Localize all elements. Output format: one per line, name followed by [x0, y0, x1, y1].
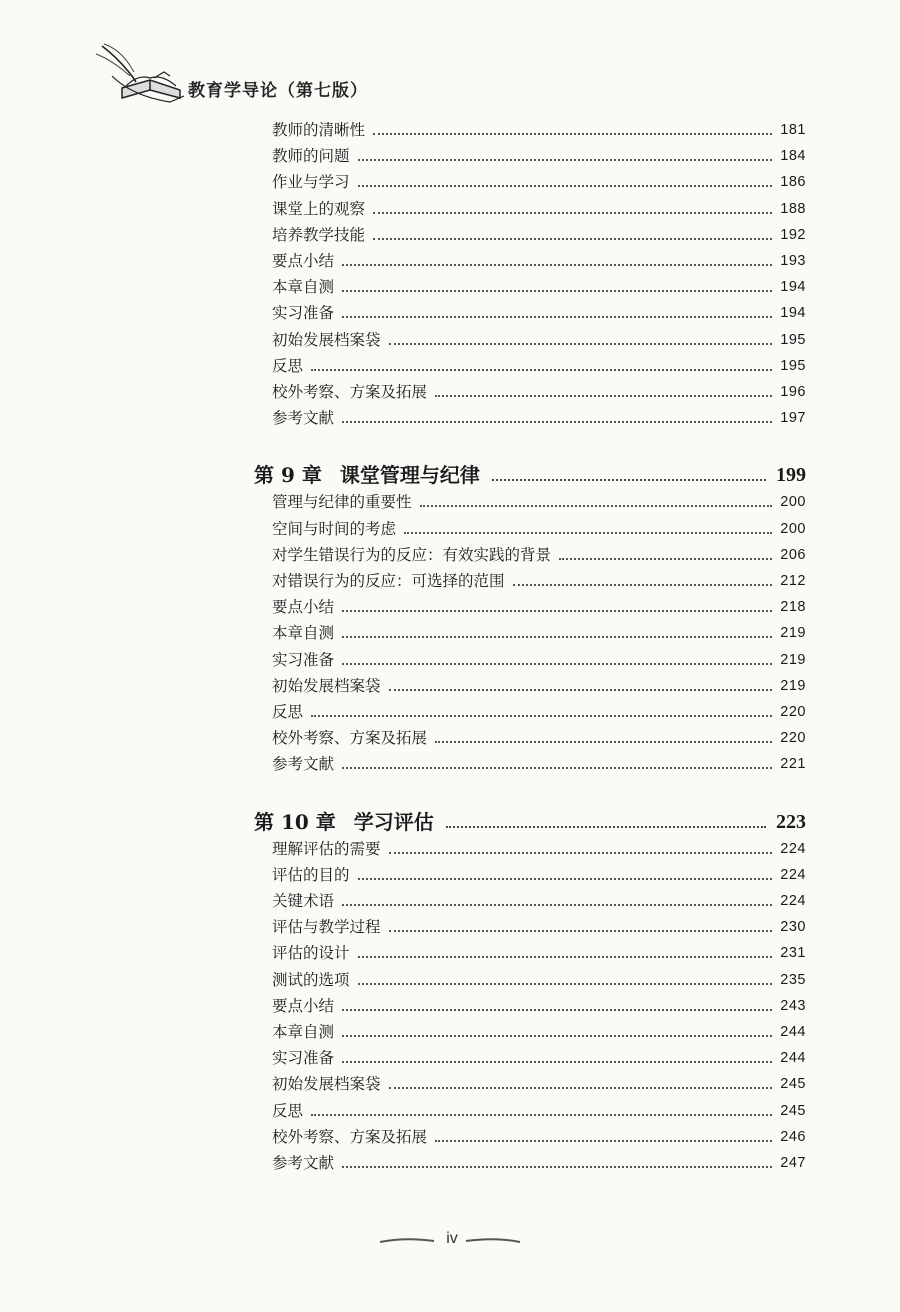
entry-page: 212 — [780, 573, 806, 589]
toc-entry[interactable] — [272, 352, 806, 376]
chapter-title: 学习评估 — [353, 809, 434, 834]
leader-dots — [492, 479, 766, 481]
leader-dots — [342, 1166, 772, 1168]
entry-title: 本章自测 — [272, 1023, 335, 1041]
entry-title: 反思 — [272, 356, 304, 375]
entry-title: 校外考察、方案及拓展 — [272, 1127, 428, 1146]
entry-title: 理解评估的需要 — [272, 839, 381, 858]
toc-entry[interactable] — [272, 966, 806, 990]
toc-entry[interactable] — [272, 116, 806, 140]
entry-page: 244 — [780, 1050, 806, 1067]
entry-page: 231 — [780, 945, 806, 962]
entry-title: 培养教学技能 — [272, 225, 366, 244]
leader-dots — [342, 636, 772, 638]
entry-title: 参考文献 — [272, 755, 335, 774]
leader-dots — [342, 663, 772, 665]
entry-title: 实习准备 — [272, 650, 335, 669]
chapter-heading[interactable] — [254, 458, 806, 488]
leader-dots — [420, 505, 773, 507]
entry-title: 本章自测 — [272, 624, 335, 643]
entry-title: 教师的清晰性 — [272, 121, 366, 139]
leader-dots — [342, 421, 772, 423]
leader-dots — [435, 395, 772, 397]
entry-title: 作业与学习 — [272, 173, 350, 192]
entry-page: 206 — [780, 546, 806, 563]
toc-entry[interactable] — [272, 698, 806, 722]
leader-dots — [373, 133, 772, 135]
entry-title: 关键术语 — [272, 892, 335, 910]
entry-title: 参考文献 — [272, 1154, 335, 1172]
chapter-title: 课堂管理与纪律 — [339, 463, 480, 488]
entry-page: 246 — [780, 1128, 806, 1145]
toc-entry[interactable] — [272, 1123, 806, 1147]
toc-entry[interactable] — [272, 724, 806, 748]
toc-entry[interactable] — [272, 887, 806, 911]
entry-title: 反思 — [272, 703, 304, 721]
leader-dots — [358, 159, 773, 161]
toc-entry[interactable] — [272, 750, 806, 774]
leader-dots — [373, 212, 772, 214]
entry-title: 空间与时间的考虑 — [272, 519, 397, 538]
entry-title: 校外考察、方案及拓展 — [272, 729, 428, 748]
toc-entry[interactable] — [272, 273, 806, 297]
entry-page: 195 — [780, 331, 806, 348]
entry-page: 196 — [780, 384, 806, 400]
toc-entry[interactable] — [272, 326, 806, 350]
entry-title: 要点小结 — [272, 996, 335, 1015]
entry-title: 测试的选项 — [272, 970, 350, 989]
leader-dots — [342, 767, 772, 769]
toc-entry[interactable] — [272, 646, 806, 670]
entry-page: 247 — [780, 1155, 806, 1171]
toc-entry[interactable] — [272, 835, 806, 859]
entry-title: 初始发展档案袋 — [272, 330, 381, 349]
entry-page: 244 — [780, 1024, 806, 1040]
leader-dots — [358, 983, 773, 985]
toc-entry[interactable] — [272, 861, 806, 885]
book-pen-icon — [92, 36, 192, 106]
entry-page: 186 — [780, 174, 806, 191]
leader-dots — [342, 316, 772, 318]
leader-dots — [342, 1061, 772, 1063]
toc-entry[interactable] — [272, 541, 806, 565]
entry-title: 课堂上的观察 — [272, 199, 366, 218]
entry-page: 195 — [780, 357, 806, 374]
chapter-page: 223 — [776, 810, 806, 833]
leader-dots — [358, 878, 773, 880]
toc-entry[interactable] — [272, 672, 806, 696]
leader-dots — [342, 290, 772, 292]
entry-title: 实习准备 — [272, 1049, 335, 1068]
toc-entry[interactable] — [272, 913, 806, 937]
toc-entry[interactable] — [272, 168, 806, 192]
toc-entry[interactable] — [272, 378, 806, 402]
entry-page: 218 — [780, 599, 806, 616]
entry-title: 初始发展档案袋 — [272, 1075, 381, 1094]
entry-title: 要点小结 — [272, 252, 335, 270]
entry-page: 224 — [780, 866, 806, 883]
leader-dots — [311, 369, 772, 371]
leader-dots — [342, 1035, 772, 1037]
entry-title: 反思 — [272, 1101, 304, 1120]
entry-title: 本章自测 — [272, 278, 335, 297]
chapter-number: 第 9 章 — [254, 463, 322, 488]
toc-entry[interactable] — [272, 299, 806, 323]
entry-page: 245 — [780, 1102, 806, 1119]
entry-title: 评估与教学过程 — [272, 918, 381, 937]
leader-dots — [358, 956, 773, 958]
entry-page: 200 — [780, 520, 806, 537]
chapter-number: 第 10 章 — [254, 809, 336, 834]
leader-dots — [342, 264, 772, 266]
entry-title: 教师的问题 — [272, 147, 350, 166]
entry-page: 181 — [780, 122, 806, 138]
leader-dots — [342, 904, 772, 906]
entry-title: 评估的设计 — [272, 944, 350, 963]
entry-page: 230 — [780, 919, 806, 936]
leader-dots — [446, 826, 766, 828]
leader-dots — [404, 532, 772, 534]
entry-page: 243 — [780, 997, 806, 1014]
entry-page: 245 — [780, 1076, 806, 1093]
toc-entry[interactable] — [272, 939, 806, 963]
entry-page: 200 — [780, 494, 806, 511]
entry-page: 188 — [780, 200, 806, 217]
entry-page: 235 — [780, 971, 806, 988]
entry-page: 194 — [780, 305, 806, 322]
toc-entry[interactable] — [272, 195, 806, 219]
leader-dots — [389, 689, 773, 691]
entry-page: 194 — [780, 279, 806, 296]
entry-title: 要点小结 — [272, 598, 335, 617]
entry-page: 220 — [780, 704, 806, 720]
entry-page: 221 — [780, 756, 806, 773]
entry-page: 224 — [780, 840, 806, 857]
chapter-page: 199 — [776, 464, 806, 487]
toc-entry[interactable] — [272, 1149, 806, 1173]
entry-page: 224 — [780, 893, 806, 909]
entry-title: 对错误行为的反应：可选择的范围 — [272, 572, 505, 590]
entry-title: 管理与纪律的重要性 — [272, 493, 412, 512]
entry-title: 评估的目的 — [272, 865, 350, 884]
toc-entry[interactable] — [272, 247, 806, 271]
entry-page: 219 — [780, 651, 806, 668]
toc-entry[interactable] — [272, 1097, 806, 1121]
leader-dots — [389, 1087, 773, 1089]
leader-dots — [513, 584, 773, 586]
entry-title: 实习准备 — [272, 304, 335, 323]
entry-title: 对学生错误行为的反应：有效实践的背景 — [272, 545, 552, 564]
leader-dots — [342, 610, 772, 612]
page-footer — [370, 1230, 530, 1254]
toc-entry[interactable] — [272, 1044, 806, 1068]
chapter-heading[interactable] — [254, 805, 806, 835]
toc-entry[interactable] — [272, 404, 806, 428]
leader-dots — [311, 715, 772, 717]
toc-entry[interactable] — [272, 142, 806, 166]
entry-page: 184 — [780, 148, 806, 165]
entry-page: 197 — [780, 410, 806, 427]
entry-page: 192 — [780, 226, 806, 243]
leader-dots — [373, 238, 772, 240]
leader-dots — [389, 930, 773, 932]
book-title: 教育学导论（第七版） — [188, 81, 368, 101]
running-header — [92, 36, 422, 106]
leader-dots — [342, 1009, 772, 1011]
toc-entry[interactable] — [272, 567, 806, 591]
leader-dots — [435, 1140, 772, 1142]
leader-dots — [559, 558, 772, 560]
toc-entry[interactable] — [272, 992, 806, 1016]
leader-dots — [389, 343, 773, 345]
entry-title: 参考文献 — [272, 409, 335, 428]
entry-title: 初始发展档案袋 — [272, 676, 381, 695]
leader-dots — [311, 1114, 772, 1116]
entry-page: 219 — [780, 625, 806, 642]
toc-entry[interactable] — [272, 221, 806, 245]
toc-entry[interactable] — [272, 1018, 806, 1042]
page-number: iv — [446, 1230, 458, 1247]
toc-entry[interactable] — [272, 488, 806, 512]
toc-entry[interactable] — [272, 515, 806, 539]
toc-entry[interactable] — [272, 593, 806, 617]
entry-page: 193 — [780, 253, 806, 269]
entry-page: 219 — [780, 677, 806, 694]
entry-page: 220 — [780, 730, 806, 747]
toc-entry[interactable] — [272, 1070, 806, 1094]
toc-entry[interactable] — [272, 619, 806, 643]
leader-dots — [435, 741, 772, 743]
entry-title: 校外考察、方案及拓展 — [272, 383, 428, 401]
leader-dots — [358, 185, 773, 187]
leader-dots — [389, 852, 773, 854]
